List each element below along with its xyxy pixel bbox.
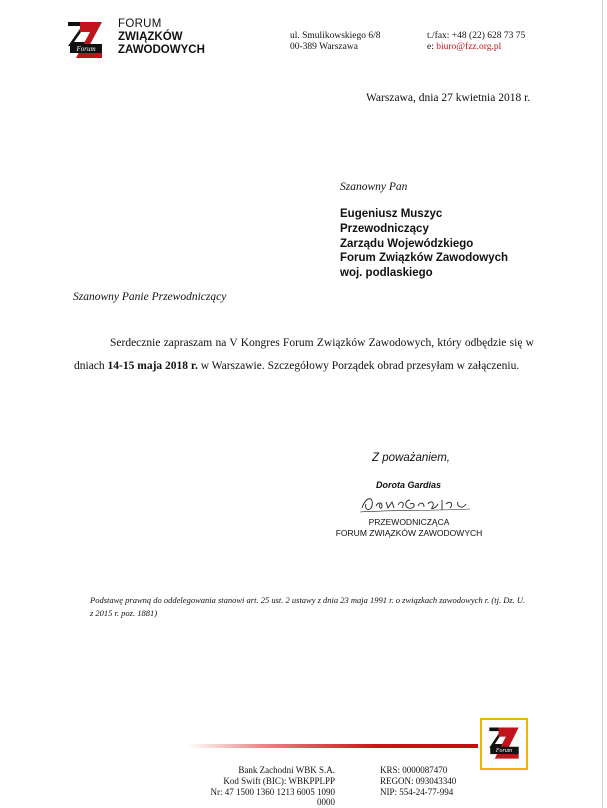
recipient-role: Przewodniczący [340, 222, 429, 235]
svg-text:Forum: Forum [495, 748, 513, 755]
greeting: Szanowny Panie Przewodniczący [73, 291, 227, 303]
logo-line-2: ZWIĄZKÓW [118, 31, 183, 43]
body-dates: 14-15 maja 2018 r. [107, 360, 198, 372]
footer-red-line [188, 744, 478, 748]
registry-regon: REGON: 093043340 [380, 775, 457, 786]
closing: Z poważaniem, [372, 452, 450, 464]
registry-nip: NIP: 554-24-77-994 [380, 786, 454, 797]
footer-fzz-logo-icon [480, 718, 528, 770]
recipient-org: Forum Związków Zawodowych [340, 252, 509, 265]
header-address [290, 31, 381, 53]
registry-krs: KRS: 0000087470 [380, 765, 448, 775]
bank-account: Nr: 47 1500 1360 1213 6005 1090 0000 [210, 786, 335, 808]
logo-wordmark [118, 18, 205, 57]
signer-position: PRZEWODNICZĄCA [368, 517, 450, 527]
phone-fax: t./fax: +48 (22) 628 73 75 [427, 31, 526, 41]
header-contact [427, 31, 525, 53]
letter-date: Warszawa, dnia 27 kwietnia 2018 r. [366, 92, 531, 104]
email-link[interactable]: biuro@fzz.org.pl [436, 42, 502, 52]
legal-note: Podstawę prawną do oddelegowania stanowi art. 25 ust. 2 ustawy z dnia 23 maja 1991 r. o związkach zawodowych r. (tj. Dz. U. z 2015 r. poz. 1881) [90, 595, 526, 618]
handwritten-signature-icon [358, 490, 478, 516]
signer-organization: FORUM ZWIĄZKÓW ZAWODOWYCH [335, 528, 483, 538]
recipient-board: Zarządu Wojewódzkiego [340, 237, 474, 250]
fzz-logo-icon [66, 20, 104, 60]
logo-line-3: ZAWODOWYCH [118, 44, 205, 56]
recipient-region: woj. podlaskiego [340, 267, 433, 280]
footer-bank [195, 765, 335, 808]
body-text-1: Serdecznie zapraszam na V Kongres Forum Związków Zawodowych, który odbędzie się w dniach [74, 337, 534, 372]
footer-registry [380, 765, 462, 797]
recipient-name: Eugeniusz Muszyc [340, 208, 443, 220]
email-prefix: e: [427, 42, 437, 52]
letter-body [74, 332, 534, 378]
address-line-2: 00-389 Warszawa [290, 42, 358, 52]
page-edge [602, 0, 603, 808]
email-line [427, 42, 525, 53]
address-line-1: ul. Smulikowskiego 6/8 [290, 31, 381, 41]
bank-swift: Kod Swift (BIC): WBKPPLPP [223, 775, 335, 786]
salutation-to: Szanowny Pan [340, 181, 408, 193]
bank-name: Bank Zachodni WBK S.A. [238, 765, 335, 775]
signer-title [334, 517, 484, 539]
svg-text:Forum: Forum [76, 45, 96, 53]
recipient-block [340, 207, 508, 281]
body-text-2: w Warszawie. Szczegółowy Porządek obrad przesyłam w załączeniu. [197, 360, 520, 372]
signer-name: Dorota Gardias [376, 480, 442, 490]
logo-line-1: FORUM [118, 18, 162, 30]
